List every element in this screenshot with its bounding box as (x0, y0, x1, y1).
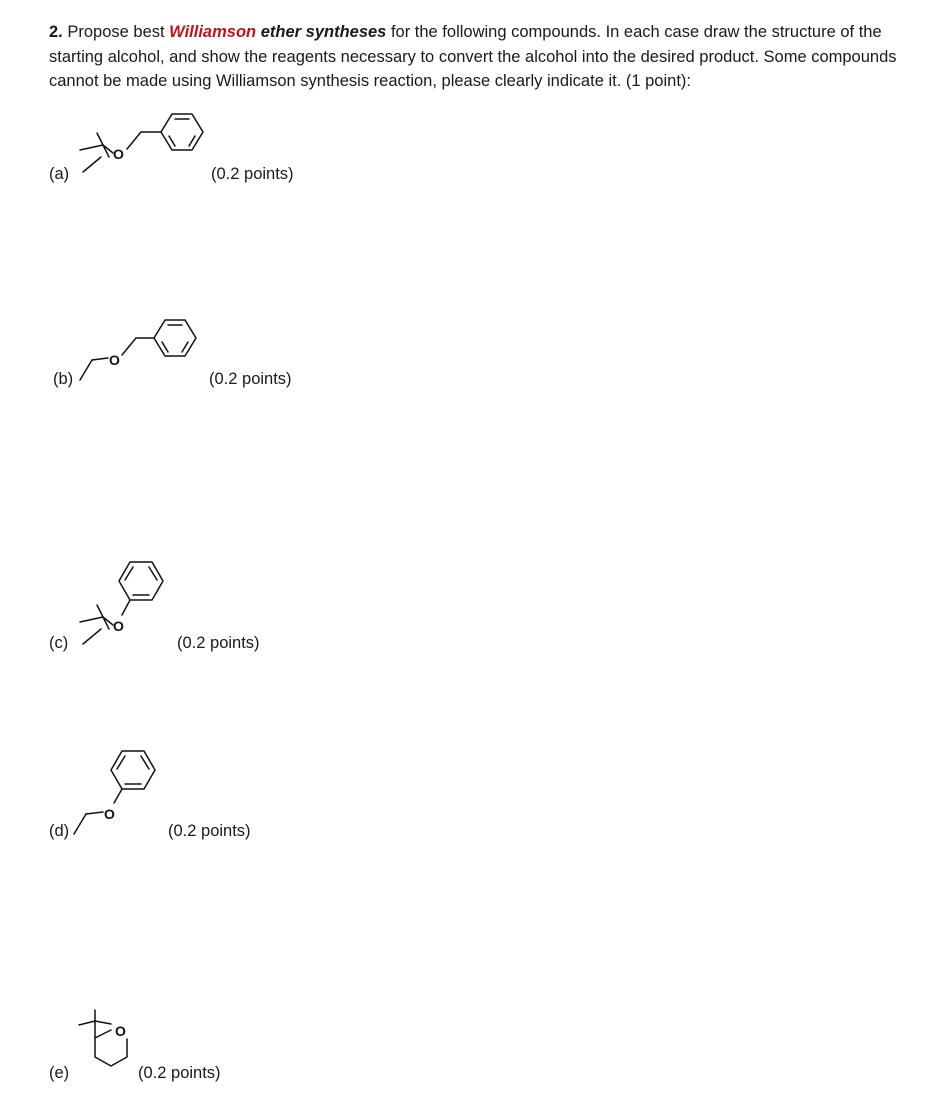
question-text (49, 20, 899, 94)
part-e-points: (0.2 points) (138, 1064, 221, 1082)
tert-butyl-benzyl-ether-structure-icon (75, 105, 215, 185)
part-b-oxygen: O (109, 352, 120, 368)
part-b-label: (b) (53, 370, 74, 388)
part-c-points: (0.2 points) (177, 634, 260, 652)
part-d-oxygen: O (104, 806, 115, 822)
part-c-oxygen: O (113, 618, 124, 634)
question-number: 2. (49, 23, 63, 41)
question-text-before: Propose best (62, 23, 170, 41)
part-b-points: (0.2 points) (209, 370, 292, 388)
part-c-label: (c) (49, 634, 69, 652)
part-e-label: (e) (49, 1064, 70, 1082)
part-d-label: (d) (49, 822, 70, 840)
part-a-points: (0.2 points) (211, 165, 294, 183)
ether-syntheses-highlight: ether syntheses (256, 23, 387, 41)
ethyl-benzyl-ether-structure-icon (78, 310, 218, 390)
question-text-after: for the following compounds. In each case draw the structure of the starting alcohol, and show the reagents necessary to convert the alcohol into the desired product. Some compounds cannot be made using Williamson synthesis reaction, please clearly indicate it. (1 point): (49, 23, 897, 90)
part-d-points: (0.2 points) (168, 822, 251, 840)
part-e-oxygen: O (115, 1023, 126, 1039)
part-a-label: (a) (49, 165, 70, 183)
williamson-highlight: Williamson (169, 23, 257, 41)
part-a-oxygen: O (113, 146, 124, 162)
